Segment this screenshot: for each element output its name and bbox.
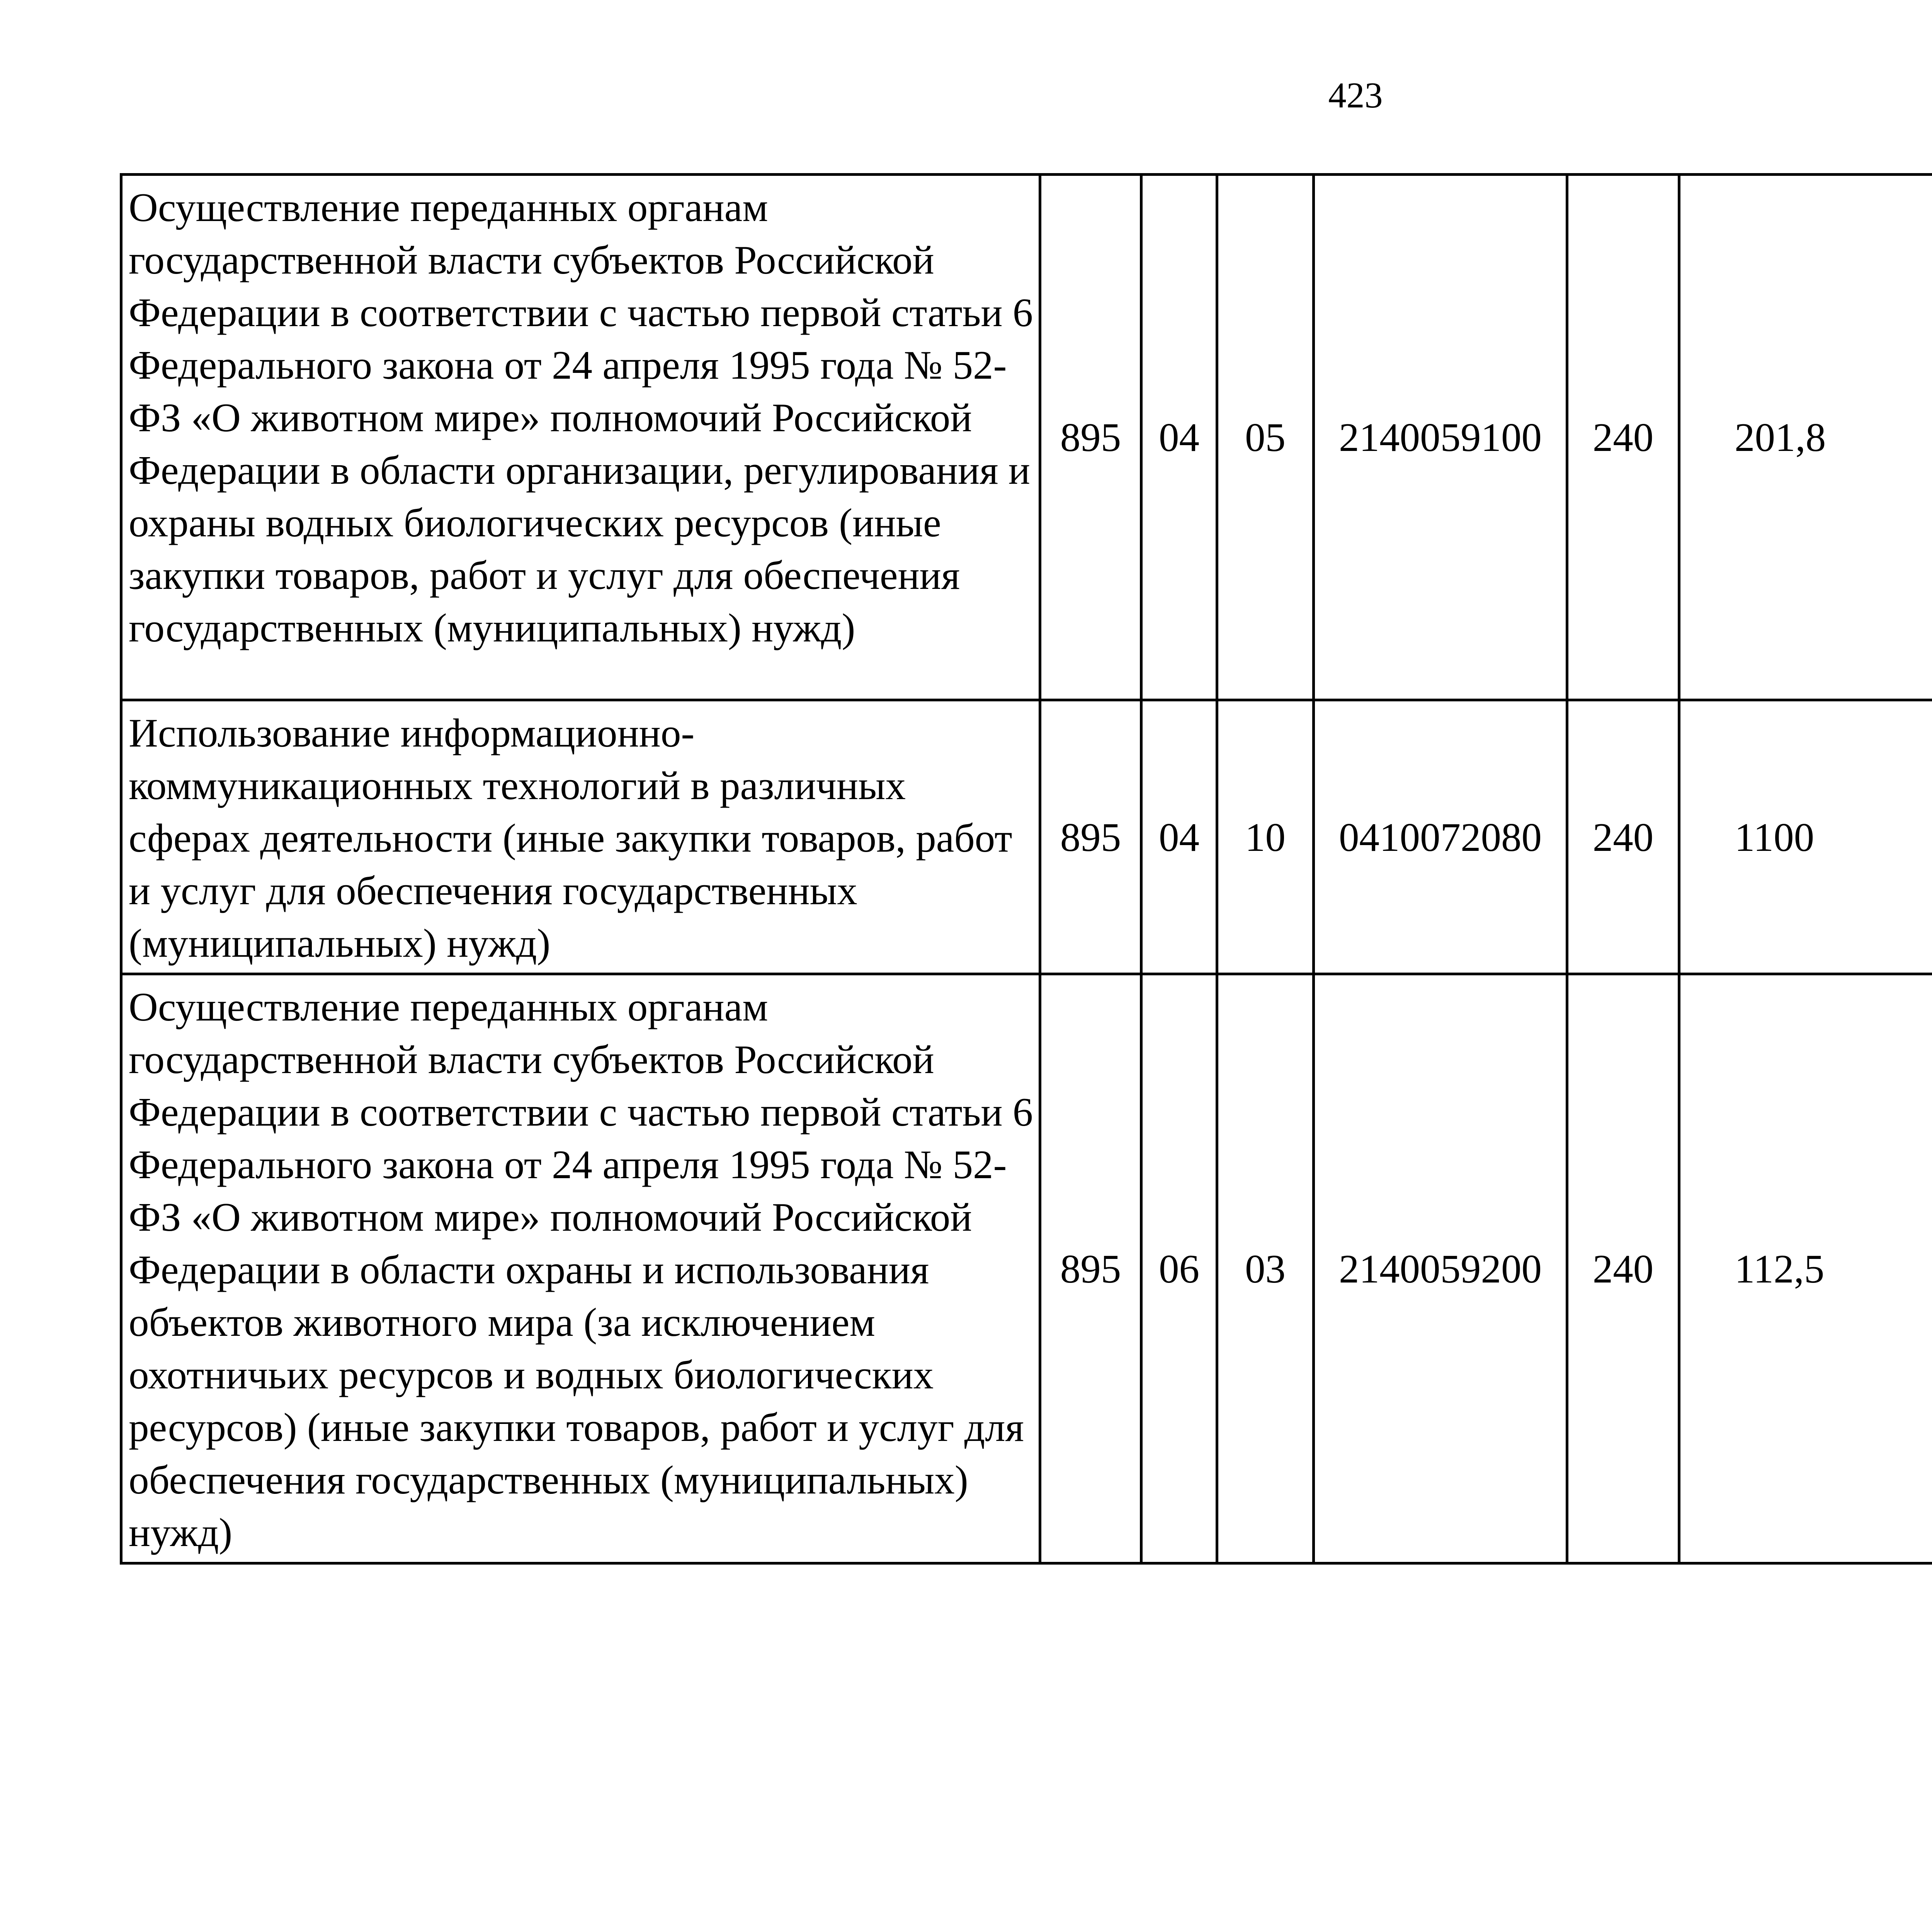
table-row [121, 175, 1932, 700]
expense-type-code: 240 [1567, 974, 1679, 1563]
subsection-code: 10 [1217, 700, 1314, 974]
page-number: 423 [1328, 75, 1383, 116]
amount-year-1: 1100 [1679, 700, 1932, 974]
row-description: Осуществление переданных органам государственной власти субъектов Российской Федерации в соответствии с частью первой статьи 6 Федерального закона от 24 апреля 1995 года № 52-ФЗ «О животном мире» полномочий Российской Федерации в области охраны и использования объектов животного мира (за исключением охотничьих ресурсов и водных биологических ресурсов) (иные закупки товаров, работ и услуг для обеспечения государственных (муниципальных) нужд) [121, 974, 1040, 1563]
budget-table [120, 173, 1932, 1565]
row-description: Осуществление переданных органам государственной власти субъектов Российской Федерации в соответствии с частью первой статьи 6 Федерального закона от 24 апреля 1995 года № 52-ФЗ «О животном мире» полномочий Российской Федерации в области организации, регулирования и охраны водных биологических ресурсов (иные закупки товаров, работ и услуг для обеспечения государственных (муниципальных) нужд) [121, 175, 1040, 700]
ministry-code: 895 [1040, 175, 1141, 700]
section-code: 04 [1141, 175, 1217, 700]
ministry-code: 895 [1040, 974, 1141, 1563]
section-code: 06 [1141, 974, 1217, 1563]
subsection-code: 03 [1217, 974, 1314, 1563]
section-code: 04 [1141, 700, 1217, 974]
amount-year-1: 112,5 [1679, 974, 1932, 1563]
expense-type-code: 240 [1567, 700, 1679, 974]
table-row [121, 700, 1932, 974]
target-article-code: 2140059200 [1314, 974, 1567, 1563]
table-row [121, 974, 1932, 1563]
ministry-code: 895 [1040, 700, 1141, 974]
row-description: Использование информационно-коммуникационных технологий в различных сферах деятельности (иные закупки товаров, работ и услуг для обеспечения государственных (муниципальных) нужд) [121, 700, 1040, 974]
subsection-code: 05 [1217, 175, 1314, 700]
target-article-code: 2140059100 [1314, 175, 1567, 700]
amount-year-1: 201,8 [1679, 175, 1932, 700]
expense-type-code: 240 [1567, 175, 1679, 700]
target-article-code: 0410072080 [1314, 700, 1567, 974]
